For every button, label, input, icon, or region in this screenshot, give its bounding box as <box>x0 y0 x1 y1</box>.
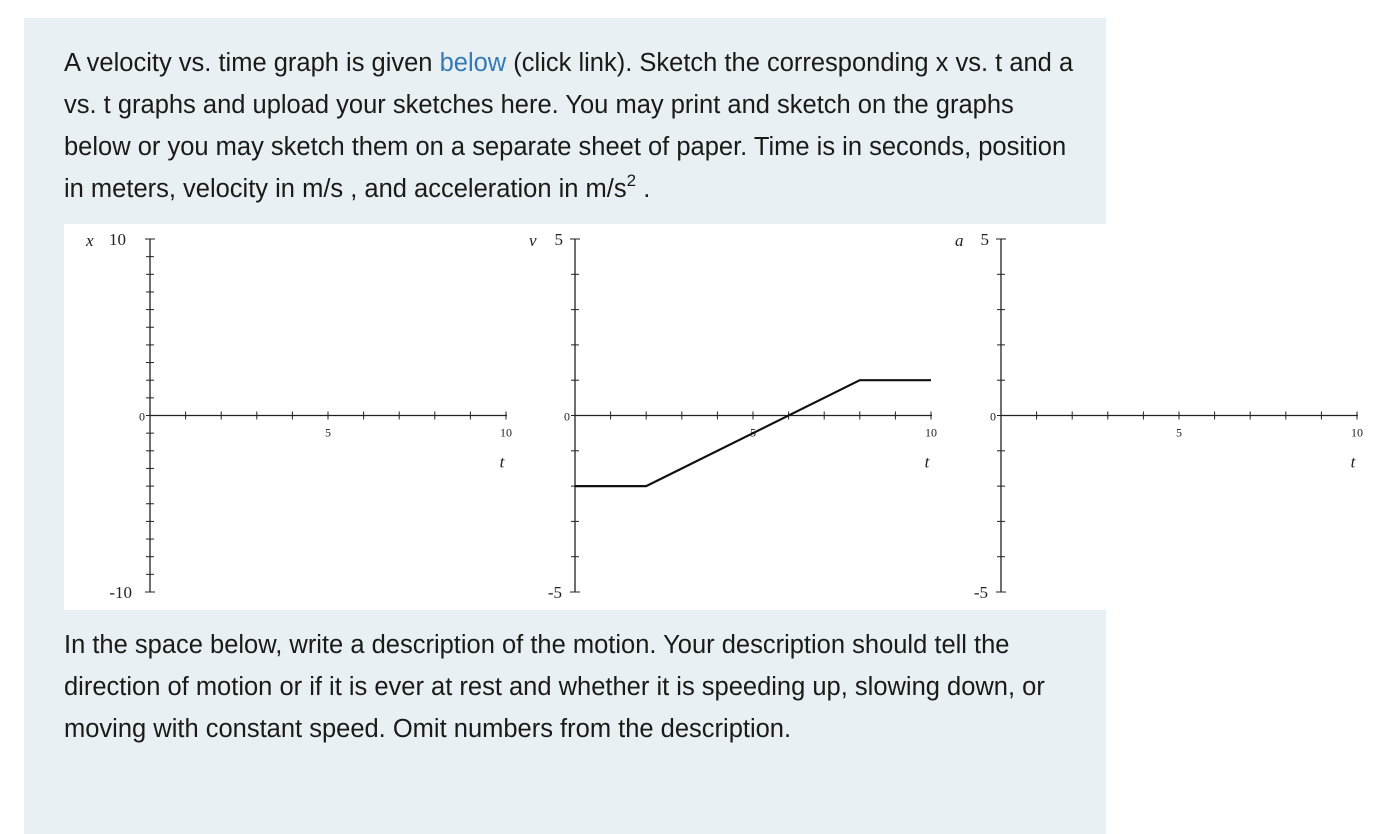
x-tick-label: 5 <box>750 425 756 440</box>
y-tick-label: -5 <box>973 583 988 602</box>
y-axis-name: v <box>529 231 537 250</box>
units-superscript: 2 <box>626 170 637 190</box>
instructions-end: . <box>636 175 651 203</box>
instructions-lead: A velocity vs. time graph is given <box>64 49 440 77</box>
description-prompt: In the space below, write a description of the motion. Your description should tell the direction of motion or if it is ever at rest and whether it is speeding up, slowing down, or moving with constant speed. Omit numbers from the description. <box>64 631 1045 743</box>
y-tick-label: 0 <box>564 409 570 424</box>
x-tick-label: 5 <box>1176 425 1182 440</box>
y-tick-label: -10 <box>109 583 132 602</box>
y-tick-label: 0 <box>139 409 145 424</box>
x-tick-label: 10 <box>1351 425 1363 440</box>
x-tick-label: 10 <box>925 425 937 440</box>
x-axis-name: t <box>924 452 930 472</box>
graphs-svg <box>64 224 1380 610</box>
x-tick-label: 5 <box>325 425 331 440</box>
x-tick-label: 10 <box>500 425 512 440</box>
instructions-text <box>64 42 1074 210</box>
graphs-figure <box>64 224 1380 610</box>
y-tick-label: 0 <box>990 409 996 424</box>
y-axis-name: x <box>86 231 94 250</box>
x-axis-name: t <box>499 452 505 472</box>
y-axis-name: a <box>955 231 964 250</box>
y-tick-label: 5 <box>980 230 989 249</box>
y-tick-label: 10 <box>109 230 126 249</box>
y-tick-label: 5 <box>554 230 563 249</box>
y-tick-label: -5 <box>547 583 562 602</box>
velocity-curve <box>575 380 931 486</box>
x-axis-name: t <box>1350 452 1356 472</box>
instructions-body: (click link). Sketch the corresponding x vs. t and a vs. t graphs and upload your sketches here. You may print and sketch on the graphs below or you may sketch them on a separate sheet of paper. Time is in seconds, position in meters, velocity in m/s , and acceleration in m/s <box>64 49 1074 203</box>
below-link[interactable]: below <box>439 49 507 77</box>
